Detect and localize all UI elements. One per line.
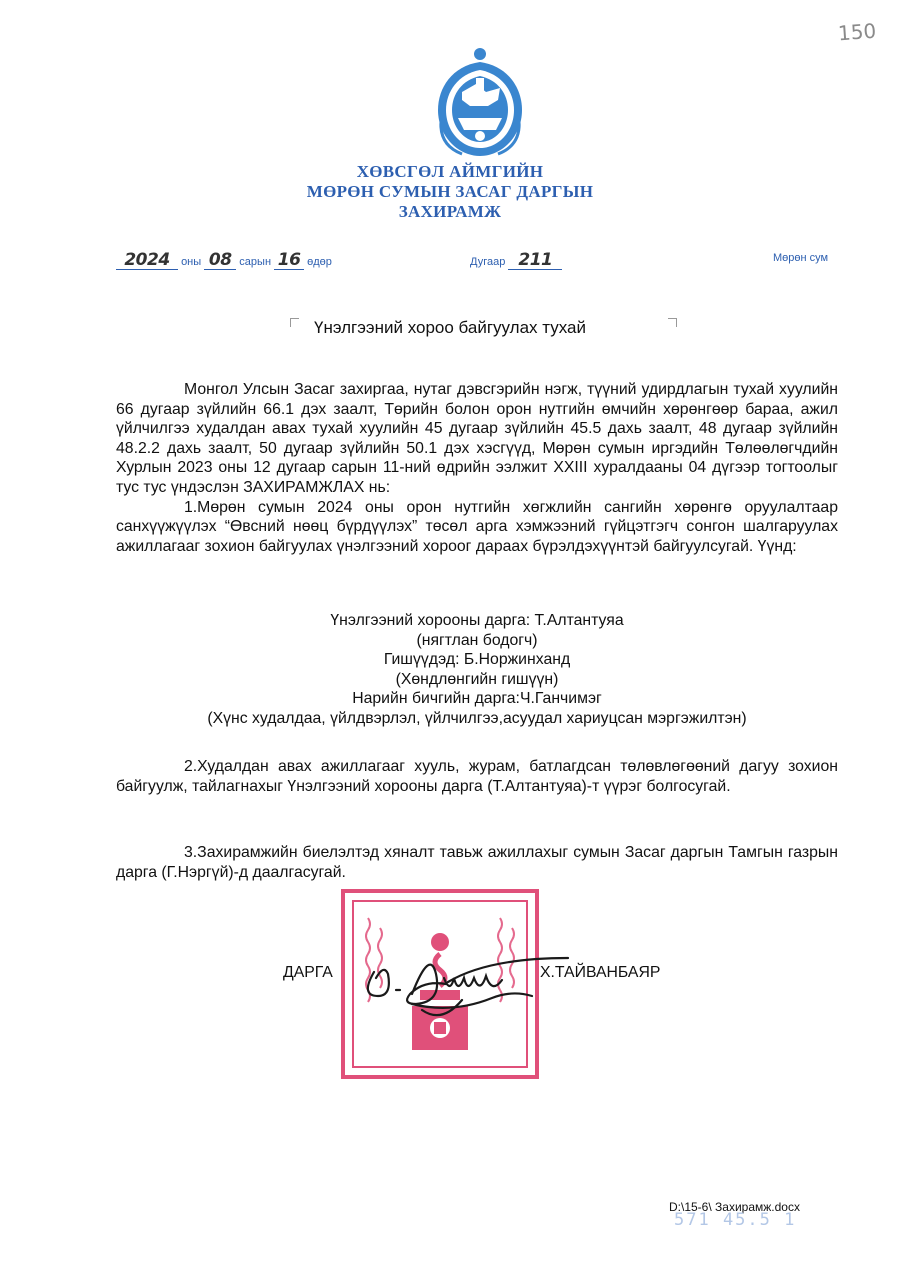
- document-number: 211: [508, 252, 562, 270]
- committee-list: [116, 611, 838, 729]
- date-day-suffix: өдөр: [307, 256, 332, 268]
- preamble-paragraph: Монгол Улсын Засаг захиргаа, нутаг дэвсгэрийн нэгж, түүний удирдлагын тухай хуулийн 66 дугаар зүйлийн 66.1 дэх заалт, Төрийн болон орон нутгийн өмчийн хөрөнгөөр бараа, ажил үйлчилгээ худалдан авах тухай хуулийн 45 дугаар зүйлийн 45.5 дахь заалт, 48 дугаар зүйлийн 48.2.2 дахь заалт, 50 дугаар зүйлийн 50.1 дэх хэсгүүд, Мөрөн сумын иргэдийн Төлөөлөгчдийн Хурлын 2023 оны 12 дугаар сарын 11-ний өдрийн ээлжит XXIII хуралдааны 04 дүгээр тогтоолыг тус тус үндэслэн ЗАХИРАМЖЛАХ нь:: [116, 381, 838, 496]
- document-title: Үнэлгээний хороо байгуулах тухай: [313, 318, 587, 337]
- registration-number-stamp: 571 45.5 1: [674, 1210, 797, 1230]
- header-doc-type: ЗАХИРАМЖ: [398, 202, 502, 221]
- handwritten-signature: [352, 938, 582, 1028]
- committee-secretary: Нарийн бичгийн дарга:Ч.Ганчимэг: [352, 690, 602, 708]
- header-aimag: ХӨВСГӨЛ АЙМГИЙН: [356, 162, 544, 181]
- number-line: [470, 252, 562, 270]
- signatory-role: ДАРГА: [283, 964, 333, 981]
- body-section-3: [116, 843, 838, 882]
- date-line: [116, 252, 332, 270]
- item-3-paragraph: 3.Захирамжийн биелэлтэд хяналт тавьж ажиллахыг сумын Засаг даргын Тамгын газрын дарга (Г.Нэргүй)-д даалгасугай.: [116, 844, 838, 881]
- committee-member: Гишүүдэд: Б.Норжинханд: [383, 651, 571, 669]
- date-day: 16: [274, 252, 304, 270]
- committee-member-position: (Хөндлөнгийн гишүүн): [395, 670, 559, 688]
- committee-chair: Үнэлгээний хорооны дарга: Т.Алтантуяа: [330, 612, 624, 629]
- file-path: D:\15-6\ Захирамж.docx: [669, 1200, 800, 1214]
- header-sum-governor: МӨРӨН СУМЫН ЗАСАГ ДАРГЫН: [306, 182, 594, 201]
- page-number: 150: [837, 18, 877, 46]
- item-1-paragraph: 1.Мөрөн сумын 2024 оны орон нутгийн хөгжлийн сангийн хөрөнгө оруулалтаар санхүүжүүлэх “Өвсний нөөц бүрдүүлэх” төсөл арга хэмжээний гүйцэтгэгч сонгон шалгаруулах ажиллагааг зохион байгуулах үнэлгээний хороог дараах бүрэлдэхүүнтэй байгуулсугай. Үүнд:: [116, 498, 838, 555]
- committee-secretary-position: (Хүнс худалдаа, үйлдвэрлэл, үйлчилгээ,асуудал хариуцсан мэргэжилтэн): [207, 709, 747, 727]
- committee-chair-position: (нягтлан бодогч): [416, 631, 538, 649]
- date-year-suffix: оны: [181, 256, 202, 268]
- body-section-1: [116, 380, 838, 556]
- signatory-name: Х.ТАЙВАНБАЯР: [540, 964, 661, 981]
- state-emblem-icon: [432, 44, 528, 160]
- item-2-paragraph: 2.Худалдан авах ажиллагааг хууль, журам, батлагдсан төлөвлөгөөний дагуу зохион байгуулж, тайлагнахыг Үнэлгээний хорооны дарга (Т.Алтантуяа)-т үүрэг болгосугай.: [116, 758, 838, 795]
- date-year: 2024: [116, 252, 178, 270]
- date-month: 08: [204, 252, 236, 270]
- place: Мөрөн сум: [773, 252, 829, 264]
- date-month-suffix: сарын: [239, 256, 272, 268]
- body-section-2: [116, 757, 838, 796]
- number-label: Дугаар: [470, 256, 506, 268]
